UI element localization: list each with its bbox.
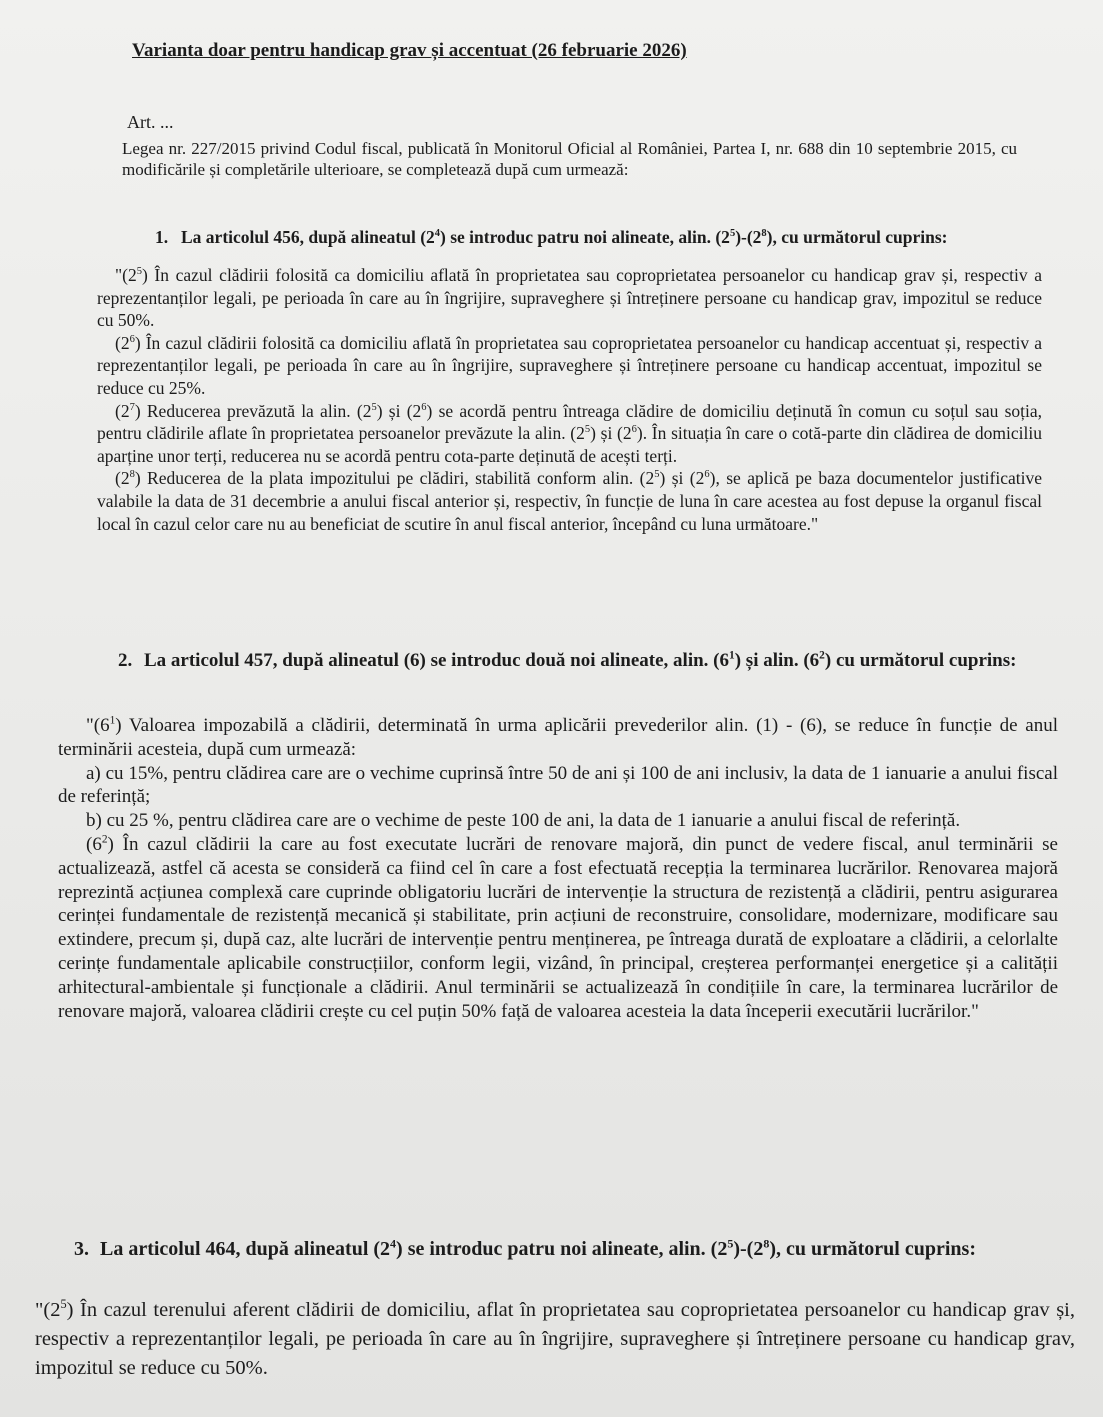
paragraph-6-1-b: b) cu 25 %, pentru clădirea care are o vechime de peste 100 de ani, la data de 1 ianuarie a anului fiscal de referință. <box>86 810 961 832</box>
document-title: Varianta doar pentru handicap grav și accentuat (26 februarie 2026) <box>132 40 687 61</box>
article-heading: Art. ... <box>127 112 174 132</box>
section-3-heading: 3. La articolul 464, după alineatul $(2^4)$ se introduc patru noi alineate, alin. $(2^5)-(2^8)$, cu următorul cuprins: <box>74 1236 976 1260</box>
paragraph-6-2: $(6^2)$ În cazul clădirii la care au fost executate lucrări de renovare majoră, din punct de vedere fiscal, anul terminării se actualizează, astfel că acesta se consideră ca fiind cel în care a fost efectuată recepția la terminarea lucrărilor. Renovarea majoră reprezintă acțiunea complexă care cuprinde obligatoriu lucrări de intervenție la structura de rezistență a clădirii, pentru asigurarea cerinței fundamentale de rezistență mecanică și stabilitate, prin acțiuni de reconstruire, consolidare, modernizare, modificare sau extindere, precum și, după caz, alte lucrări de intervenție pentru menținerea, pe întreaga durată de exploatare a clădirii, a celorlalte cerințe fundamentale aplicabile construcțiilor, conform legii, vizând, în principal, creșterea performanței energetice și a calității arhitectural-ambientale și funcționale a clădirii. Anul terminării se actualizează în condițiile în care, la terminarea lucrărilor de renovare majoră, valoarea clădirii crește cu cel puțin 50% față de valoarea acesteia la data începerii executării lucrărilor." <box>58 833 1058 1022</box>
paragraph-2-5: "$(2^5)$ În cazul clădirii folosită ca domiciliu aflată în proprietatea sau coproprietatea persoanelor cu handicap grav și, respectiv a reprezentanților legali, pe perioada în care au în îngrijire, supraveghere și întreținere persoane cu handicap grav, impozitul se reduce cu 50%. <box>97 265 1042 331</box>
paragraph-2-6: $(2^6)$ În cazul clădirii folosită ca domiciliu aflată în proprietatea sau coproprietatea persoanelor cu handicap accentuat și, respectiv a reprezentanților legali, pe perioada în care au în îngrijire, supraveghere și întreținere persoane cu handicap accentuat, impozitul se reduce cu 25%. <box>97 332 1042 398</box>
section-3-body <box>35 1296 1075 1383</box>
paragraph-464-2-5: "$(2^5)$ În cazul terenului aferent clădirii de domiciliu, aflat în proprietatea sau coproprietatea persoanelor cu handicap grav și, respectiv a reprezentanților legali, pe perioada în care au în îngrijire, supraveghere și întreținere persoane cu handicap grav, impozitul se reduce cu 50%. <box>35 1297 1075 1379</box>
paragraph-6-1-a: a) cu 15%, pentru clădirea care are o vechime cuprinsă între 50 de ani și 100 de ani inclusiv, la data de 1 ianuarie a anului fiscal de referință; <box>58 762 1058 808</box>
paragraph-6-1: "$(6^1)$ Valoarea impozabilă a clădirii, determinată în urma aplicării prevederilor alin. (1) - (6), se reduce în funcție de anul terminării acesteia, după cum urmează: <box>58 714 1058 760</box>
section-1-heading: 1. La articolul 456, după alineatul $(2^4)$ se introduc patru noi alineate, alin. $(2^5)-(2^8)$, cu următorul cuprins: <box>155 227 948 247</box>
paragraph-2-8: $(2^8)$ Reducerea de la plata impozitului pe clădiri, stabilită conform alin. $(2^5)$ și $(2^6)$, se aplică pe baza documentelor justificative valabile la data de 31 decembrie a anului fiscal anterior și, respectiv, în funcție de luna în care acestea au fost depuse la organul fiscal local în cazul celor care nu au beneficiat de scutire în anul fiscal anterior, începând cu luna următoare." <box>97 468 1043 534</box>
section-2-body <box>58 714 1058 1023</box>
intro-paragraph: Legea nr. 227/2015 privind Codul fiscal, publicată în Monitorul Oficial al României, Partea I, nr. 688 din 10 septembrie 2015, cu modificările și completările ulterioare, se completează după cum urmează: <box>122 139 1017 179</box>
section-1-body <box>97 264 1042 535</box>
paragraph-2-7: $(2^7)$ Reducerea prevăzută la alin. $(2^5)$ și $(2^6)$ se acordă pentru întreaga clădire de domiciliu deținută în comun cu soțul sau soția, pentru clădirile aflate în proprietatea persoanelor prevăzute la alin. $(2^5)$ și $(2^6)$. În situația în care o cotă-parte din clădirea de domiciliu aparține unor terți, reducerea nu se acordă pentru cota-parte deținută de acești terți. <box>97 400 1043 466</box>
section-2-heading: 2. La articolul 457, după alineatul (6) se introduc două noi alineate, alin. $(6^1)$ și alin. $(6^2)$ cu următorul cuprins: <box>118 649 1017 671</box>
section-1-number: 1. <box>155 227 169 247</box>
section-3-number: 3. <box>74 1238 89 1260</box>
section-2-number: 2. <box>118 650 133 671</box>
